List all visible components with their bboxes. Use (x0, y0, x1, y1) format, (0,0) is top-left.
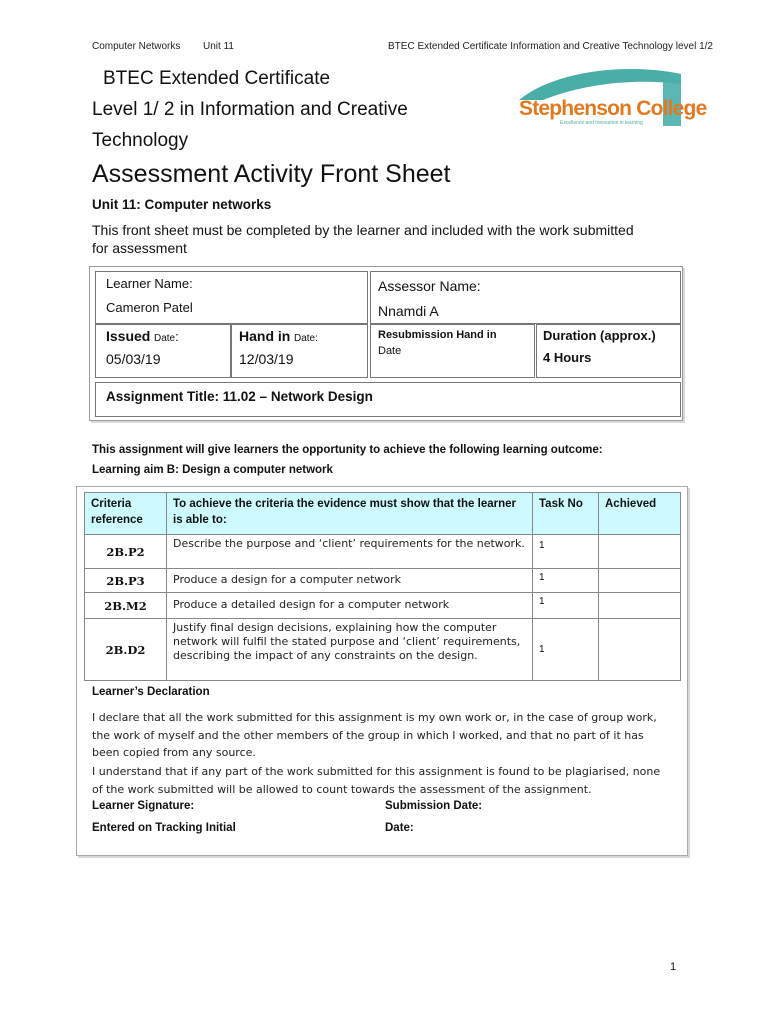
date-label: Date: (385, 822, 414, 834)
logo-tagline: Excellence and Innovation in learning (560, 120, 643, 126)
resubmission-sub: Date (378, 345, 402, 357)
criteria-row (85, 593, 681, 619)
duration-cell (536, 324, 681, 378)
assessor-name-value: Nnamdi A (378, 303, 439, 319)
header-unit: Unit 11 (203, 41, 234, 52)
criteria-achieved (599, 535, 681, 569)
criteria-task: 1 (533, 619, 599, 681)
criteria-ref: 2B.D2 (85, 619, 167, 681)
header-evidence: To achieve the criteria the evidence must show that the learner is able to: (167, 493, 533, 535)
logo-name: Stephenson College (519, 97, 707, 120)
declaration-title: Learner’s Declaration (92, 686, 210, 698)
page-number: 1 (670, 961, 677, 973)
assignment-info-box (89, 266, 683, 421)
criteria-achieved (599, 569, 681, 593)
handin-label: Hand in (239, 328, 291, 344)
criteria-description: Produce a detailed design for a computer network (167, 593, 533, 619)
handin-date-value: 12/03/19 (239, 351, 294, 367)
unit-heading: Unit 11: Computer networks (92, 197, 272, 212)
criteria-table (84, 492, 681, 681)
assessor-name-label: Assessor Name: (378, 278, 481, 294)
criteria-row (85, 619, 681, 681)
declaration-paragraph-1: I declare that all the work submitted for this assignment is my own work or, in the case of group work, the work of myself and the other members of the group in which I worked, and that no part of it has been copied from any source. (92, 711, 657, 759)
title-line-3: Technology (92, 130, 189, 151)
title-line-2: Level 1/ 2 in Information and Creative (92, 99, 408, 120)
learner-name-value: Cameron Patel (106, 300, 193, 315)
handin-date-cell (231, 324, 368, 378)
header-qualification: BTEC Extended Certificate Information and Creative Technology level 1/2 (388, 41, 713, 52)
header-course: Computer Networks (92, 41, 181, 52)
criteria-ref: 2B.P2 (85, 535, 167, 569)
criteria-task: 1 (533, 593, 599, 619)
criteria-ref: 2B.M2 (85, 593, 167, 619)
resubmission-cell (370, 324, 535, 378)
criteria-description: Describe the purpose and ‘client’ requirements for the network. (167, 535, 533, 569)
criteria-ref: 2B.P3 (85, 569, 167, 593)
resubmission-label: Resubmission Hand in (378, 329, 497, 341)
issued-date-cell (95, 324, 231, 378)
learner-signature-label: Learner Signature: (92, 800, 195, 812)
learner-name-cell (95, 271, 368, 324)
criteria-task: 1 (533, 535, 599, 569)
learning-aim-text: Learning aim B: Design a computer network (92, 464, 333, 476)
criteria-task: 1 (533, 569, 599, 593)
declaration-paragraph-2: I understand that if any part of the work submitted for this assignment is found to be plagiarised, none of the work submitted will be allowed to count towards the assessment of the assignment. (92, 765, 661, 796)
criteria-row (85, 569, 681, 593)
assessor-name-cell (370, 271, 681, 324)
header-achieved: Achieved (599, 493, 681, 535)
criteria-header-row (85, 493, 681, 535)
handin-sub: Date: (293, 333, 318, 344)
intro-text: This front sheet must be completed by the learner and included with the work submitted for assessment (92, 222, 634, 256)
criteria-achieved (599, 593, 681, 619)
learning-outcome-text: This assignment will give learners the opportunity to achieve the following learning outcome: (92, 444, 603, 456)
issued-date-value: 05/03/19 (106, 351, 161, 367)
issued-sub: Date (153, 333, 176, 344)
criteria-description: Justify final design decisions, explaining how the computer network will fulfil the stated purpose and ‘client’ requirements, describing the impact of any constraints on the design. (167, 619, 533, 681)
issued-colon: : (175, 329, 179, 344)
duration-value: 4 Hours (543, 350, 592, 365)
header-task-no: Task No (533, 493, 599, 535)
assignment-title-cell (95, 382, 681, 417)
assignment-title: Assignment Title: 11.02 – Network Design (106, 389, 373, 404)
duration-label: Duration (approx.) (543, 328, 656, 343)
tracking-initial-label: Entered on Tracking Initial (92, 822, 236, 834)
criteria-achieved (599, 619, 681, 681)
criteria-description: Produce a design for a computer network (167, 569, 533, 593)
submission-date-label: Submission Date: (385, 800, 483, 812)
logo-swoosh (519, 69, 681, 100)
header-criteria-reference: Criteria reference (85, 493, 167, 535)
title-line-1: BTEC Extended Certificate (103, 68, 331, 89)
page-title: Assessment Activity Front Sheet (92, 160, 451, 188)
learner-name-label: Learner Name: (106, 276, 193, 291)
issued-label: Issued (106, 328, 151, 344)
criteria-row (85, 535, 681, 569)
